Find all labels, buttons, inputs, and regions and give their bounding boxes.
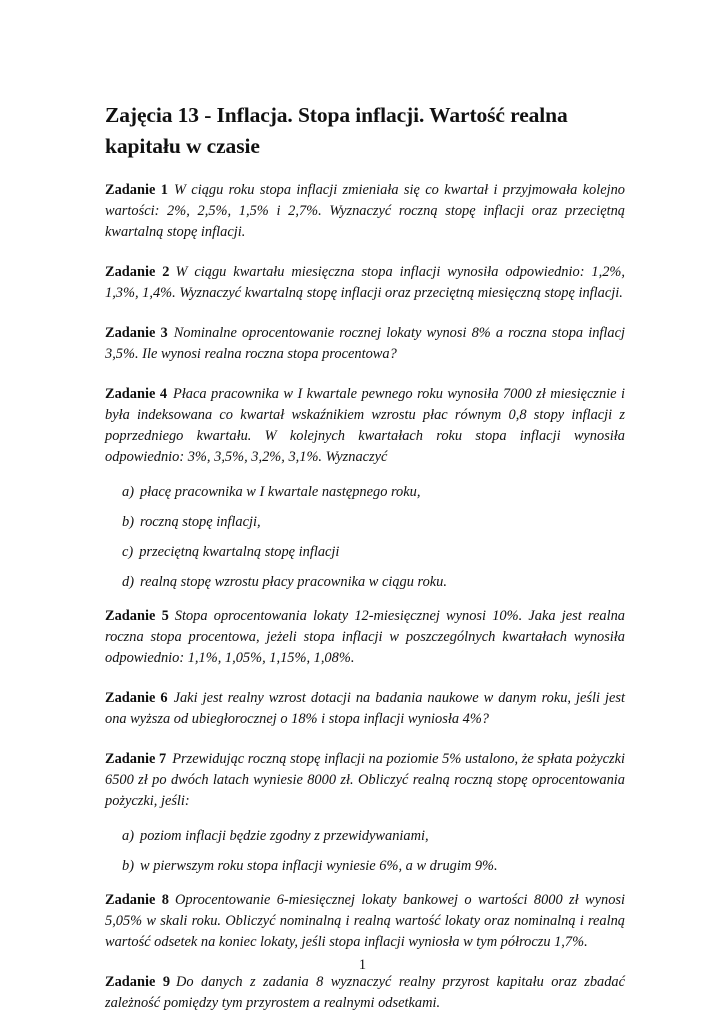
task-9 — [105, 972, 625, 1014]
subtask-item — [122, 826, 625, 847]
task-label: Zadanie 1 — [105, 182, 168, 198]
task-text: Płaca pracownika w I kwartale pewnego roku wynosiła 7000 zł miesięcznie i była indeksowana co kwartał wskaźnikiem wzrostu płac równym 0,8 stopy inflacji z poprzedniego kwartału. W kolejnych kwartałach roku stopa inflacji wynosiła odpowiednio: 3%, 3,5%, 3,2%, 3,1%. Wyznaczyć — [105, 386, 625, 465]
subtask-letter: a) — [122, 484, 134, 500]
task-label: Zadanie 7 — [105, 751, 167, 767]
task-label: Zadanie 3 — [105, 325, 168, 341]
subtask-letter: d) — [122, 574, 134, 590]
subtask-letter: b) — [122, 514, 134, 530]
subtask-text: roczną stopę inflacji, — [140, 514, 261, 530]
title-line-1: Zajęcia 13 - Inflacja. Stopa inflacji. Wartość realna — [105, 103, 568, 127]
task-label: Zadanie 5 — [105, 608, 169, 624]
task-2 — [105, 262, 625, 304]
subtask-item — [122, 542, 625, 563]
task-7 — [105, 749, 625, 812]
task-6 — [105, 688, 625, 730]
task-text: Stopa oprocentowania lokaty 12-miesięcznej wynosi 10%. Jaka jest realna roczna stopa procentowa, jeżeli stopa inflacji w poszczególnych kwartałach wynosiła odpowiednio: 1,1%, 1,05%, 1,15%, 1,08%. — [105, 608, 625, 666]
subtask-letter: b) — [122, 858, 134, 874]
task-7-subtasks — [105, 826, 625, 877]
subtask-item — [122, 482, 625, 503]
task-4 — [105, 384, 625, 468]
subtask-text: poziom inflacji będzie zgodny z przewidywaniami, — [140, 828, 429, 844]
task-label: Zadanie 2 — [105, 264, 170, 280]
subtask-text: w pierwszym roku stopa inflacji wyniesie 6%, a w drugim 9%. — [140, 858, 498, 874]
subtask-item — [122, 512, 625, 533]
task-text: W ciągu roku stopa inflacji zmieniała się co kwartał i przyjmowała kolejno wartości: 2%, 2,5%, 1,5% i 2,7%. Wyznaczyć roczną stopę inflacji oraz przeciętną kwartalną stopę inflacji. — [105, 182, 625, 240]
subtask-letter: c) — [122, 544, 134, 560]
task-text: Nominalne oprocentowanie rocznej lokaty wynosi 8% a roczna stopa inflacj 3,5%. Ile wynosi realna roczna stopa procentowa? — [105, 325, 625, 362]
task-5 — [105, 606, 625, 669]
task-text: Jaki jest realny wzrost dotacji na badania naukowe w danym roku, jeśli jest ona wyższa od ubiegłorocznej o 18% i stopa inflacji wyniosła 4%? — [105, 690, 625, 727]
page-title — [105, 100, 625, 162]
task-3 — [105, 323, 625, 365]
task-4-subtasks — [105, 482, 625, 593]
subtask-text: realną stopę wzrostu płacy pracownika w ciągu roku. — [140, 574, 447, 590]
title-line-2: kapitału w czasie — [105, 134, 260, 158]
document-page — [105, 100, 625, 1033]
subtask-letter: a) — [122, 828, 134, 844]
task-label: Zadanie 8 — [105, 892, 169, 908]
task-8 — [105, 890, 625, 953]
subtask-text: płacę pracownika w I kwartale następnego roku, — [140, 484, 421, 500]
task-label: Zadanie 6 — [105, 690, 168, 706]
subtask-item — [122, 856, 625, 877]
subtask-text: przeciętną kwartalną stopę inflacji — [139, 544, 340, 560]
subtask-item — [122, 572, 625, 593]
task-text: Do danych z zadania 8 wyznaczyć realny przyrost kapitału oraz zbadać zależność pomiędzy tym przyrostem a realnymi odsetkami. — [105, 974, 625, 1011]
task-text: Przewidując roczną stopę inflacji na poziomie 5% ustalono, że spłata pożyczki 6500 zł po dwóch latach wyniesie 8000 zł. Obliczyć realną roczną stopę oprocentowania pożyczki, jeśli: — [105, 751, 625, 809]
task-label: Zadanie 9 — [105, 974, 171, 990]
task-text: Oprocentowanie 6-miesięcznej lokaty bankowej o wartości 8000 zł wynosi 5,05% w skali roku. Obliczyć nominalną i realną wartość lokaty oraz nominalną i realną wartość odsetek na koniec lokaty, jeśli stopa inflacji wyniosła w tym półroczu 1,7%. — [105, 892, 625, 950]
page-number: 1 — [358, 957, 367, 973]
task-1 — [105, 180, 625, 243]
task-label: Zadanie 4 — [105, 386, 168, 402]
task-text: W ciągu kwartału miesięczna stopa inflacji wynosiła odpowiednio: 1,2%, 1,3%, 1,4%. Wyznaczyć kwartalną stopę inflacji oraz przeciętną miesięczną stopę inflacji. — [105, 264, 625, 301]
